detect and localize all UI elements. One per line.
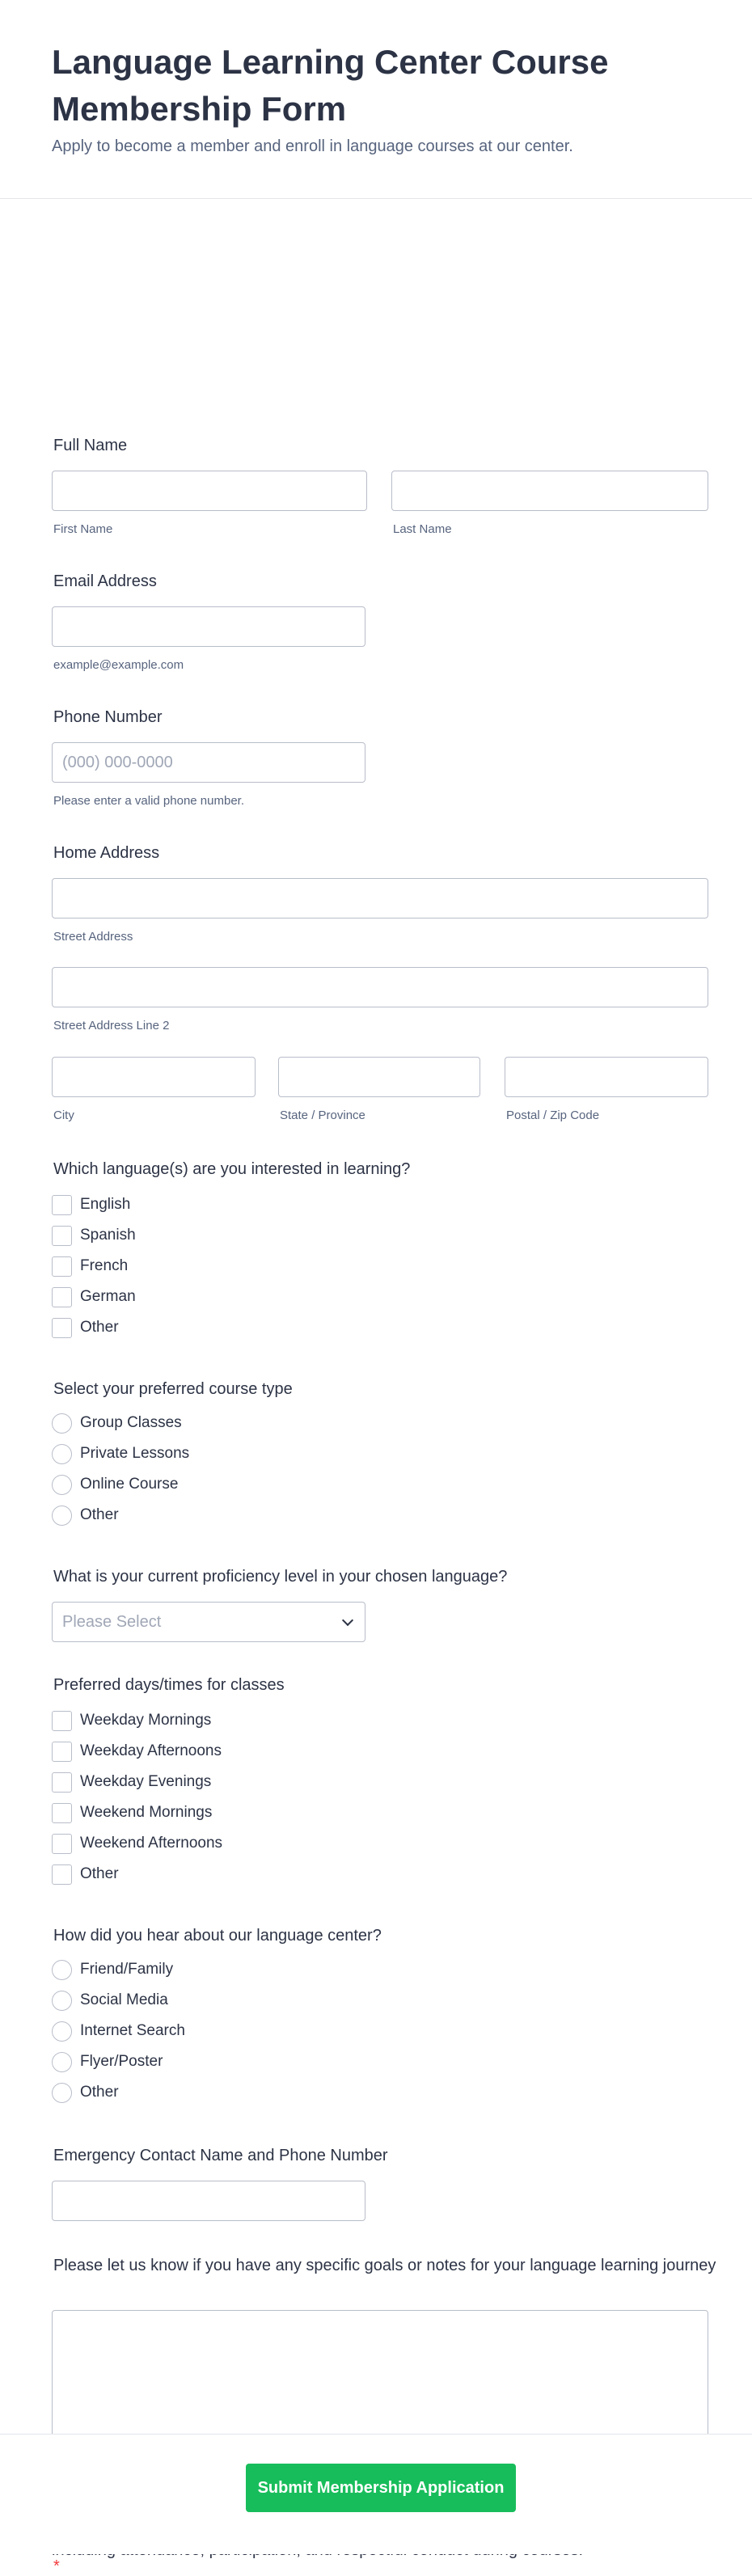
- time-option-other[interactable]: Other: [52, 1864, 119, 1885]
- zip-input[interactable]: [505, 1057, 708, 1097]
- languages-label: Which language(s) are you interested in learning?: [53, 1160, 411, 1178]
- form-subtitle: Apply to become a member and enroll in language courses at our center.: [52, 137, 573, 155]
- course-option-other[interactable]: Other: [52, 1505, 119, 1526]
- address-label: Home Address: [53, 844, 160, 862]
- first-name-sublabel: First Name: [53, 522, 113, 536]
- emergency-contact-input[interactable]: [52, 2181, 365, 2221]
- checkbox[interactable]: [52, 1742, 72, 1762]
- first-name-input[interactable]: [52, 471, 367, 511]
- time-option-weekday-afternoons[interactable]: Weekday Afternoons: [52, 1741, 222, 1762]
- radio[interactable]: [52, 2021, 72, 2042]
- last-name-sublabel: Last Name: [393, 522, 452, 536]
- checkbox[interactable]: [52, 1834, 72, 1854]
- language-option-spanish[interactable]: Spanish: [52, 1225, 136, 1246]
- phone-input[interactable]: [52, 742, 365, 783]
- course-option-group[interactable]: Group Classes: [52, 1413, 182, 1434]
- checkbox[interactable]: [52, 1803, 72, 1823]
- referral-label: How did you hear about our language center?: [53, 1927, 382, 1945]
- checkbox[interactable]: [52, 1195, 72, 1215]
- language-option-english[interactable]: English: [52, 1194, 130, 1215]
- phone-label: Phone Number: [53, 708, 163, 726]
- state-sublabel: State / Province: [280, 1109, 365, 1122]
- proficiency-select[interactable]: [52, 1602, 365, 1642]
- referral-option-other[interactable]: Other: [52, 2082, 119, 2103]
- checkbox[interactable]: [52, 1287, 72, 1307]
- radio[interactable]: [52, 1444, 72, 1464]
- checkbox[interactable]: [52, 1318, 72, 1338]
- language-option-french[interactable]: French: [52, 1256, 128, 1277]
- city-sublabel: City: [53, 1109, 74, 1122]
- form-header: [0, 0, 752, 199]
- checkbox[interactable]: [52, 1772, 72, 1793]
- time-option-weekend-afternoons[interactable]: Weekend Afternoons: [52, 1833, 222, 1854]
- checkbox[interactable]: [52, 1711, 72, 1731]
- street-address-sublabel: Street Address: [53, 930, 133, 944]
- street-address-input[interactable]: [52, 878, 708, 918]
- chevron-down-icon: [342, 1614, 353, 1625]
- emergency-contact-label: Emergency Contact Name and Phone Number: [53, 2147, 388, 2164]
- city-input[interactable]: [52, 1057, 256, 1097]
- referral-option-social[interactable]: Social Media: [52, 1990, 168, 2011]
- form-title: Language Learning Center Course Membership Form: [52, 43, 609, 128]
- course-type-label: Select your preferred course type: [53, 1380, 293, 1398]
- street-address-line2-input[interactable]: [52, 967, 708, 1007]
- radio[interactable]: [52, 1505, 72, 1526]
- radio[interactable]: [52, 1991, 72, 2011]
- referral-option-friend[interactable]: Friend/Family: [52, 1959, 173, 1980]
- times-label: Preferred days/times for classes: [53, 1676, 285, 1694]
- radio[interactable]: [52, 2083, 72, 2103]
- proficiency-label: What is your current proficiency level in your chosen language?: [53, 1568, 508, 1586]
- full-name-label: Full Name: [53, 437, 128, 454]
- language-option-german[interactable]: German: [52, 1286, 136, 1307]
- state-input[interactable]: [278, 1057, 480, 1097]
- email-input[interactable]: [52, 606, 365, 647]
- form-footer: [0, 2434, 752, 2554]
- course-option-online[interactable]: Online Course: [52, 1474, 178, 1495]
- radio[interactable]: [52, 2052, 72, 2072]
- radio[interactable]: [52, 1960, 72, 1980]
- submit-button[interactable]: Submit Membership Application: [246, 2464, 516, 2512]
- checkbox[interactable]: [52, 1864, 72, 1885]
- checkbox[interactable]: [52, 1256, 72, 1277]
- phone-sublabel: Please enter a valid phone number.: [53, 794, 244, 808]
- time-option-weekend-mornings[interactable]: Weekend Mornings: [52, 1802, 212, 1823]
- radio[interactable]: [52, 1475, 72, 1495]
- referral-option-flyer[interactable]: Flyer/Poster: [52, 2051, 163, 2072]
- zip-sublabel: Postal / Zip Code: [506, 1109, 600, 1122]
- language-option-other[interactable]: Other: [52, 1317, 119, 1338]
- street-address-line2-sublabel: Street Address Line 2: [53, 1019, 170, 1033]
- last-name-input[interactable]: [391, 471, 708, 511]
- required-asterisk: *: [53, 2557, 60, 2575]
- proficiency-select-value: Please Select: [62, 1612, 162, 1631]
- time-option-weekday-evenings[interactable]: Weekday Evenings: [52, 1772, 211, 1793]
- checkbox[interactable]: [52, 1226, 72, 1246]
- course-option-private[interactable]: Private Lessons: [52, 1443, 189, 1464]
- email-label: Email Address: [53, 572, 157, 590]
- notes-label: Please let us know if you have any specific goals or notes for your language learning journey: [53, 2257, 716, 2274]
- email-sublabel: example@example.com: [53, 658, 184, 672]
- referral-option-search[interactable]: Internet Search: [52, 2021, 185, 2042]
- radio[interactable]: [52, 1413, 72, 1434]
- time-option-weekday-mornings[interactable]: Weekday Mornings: [52, 1710, 211, 1731]
